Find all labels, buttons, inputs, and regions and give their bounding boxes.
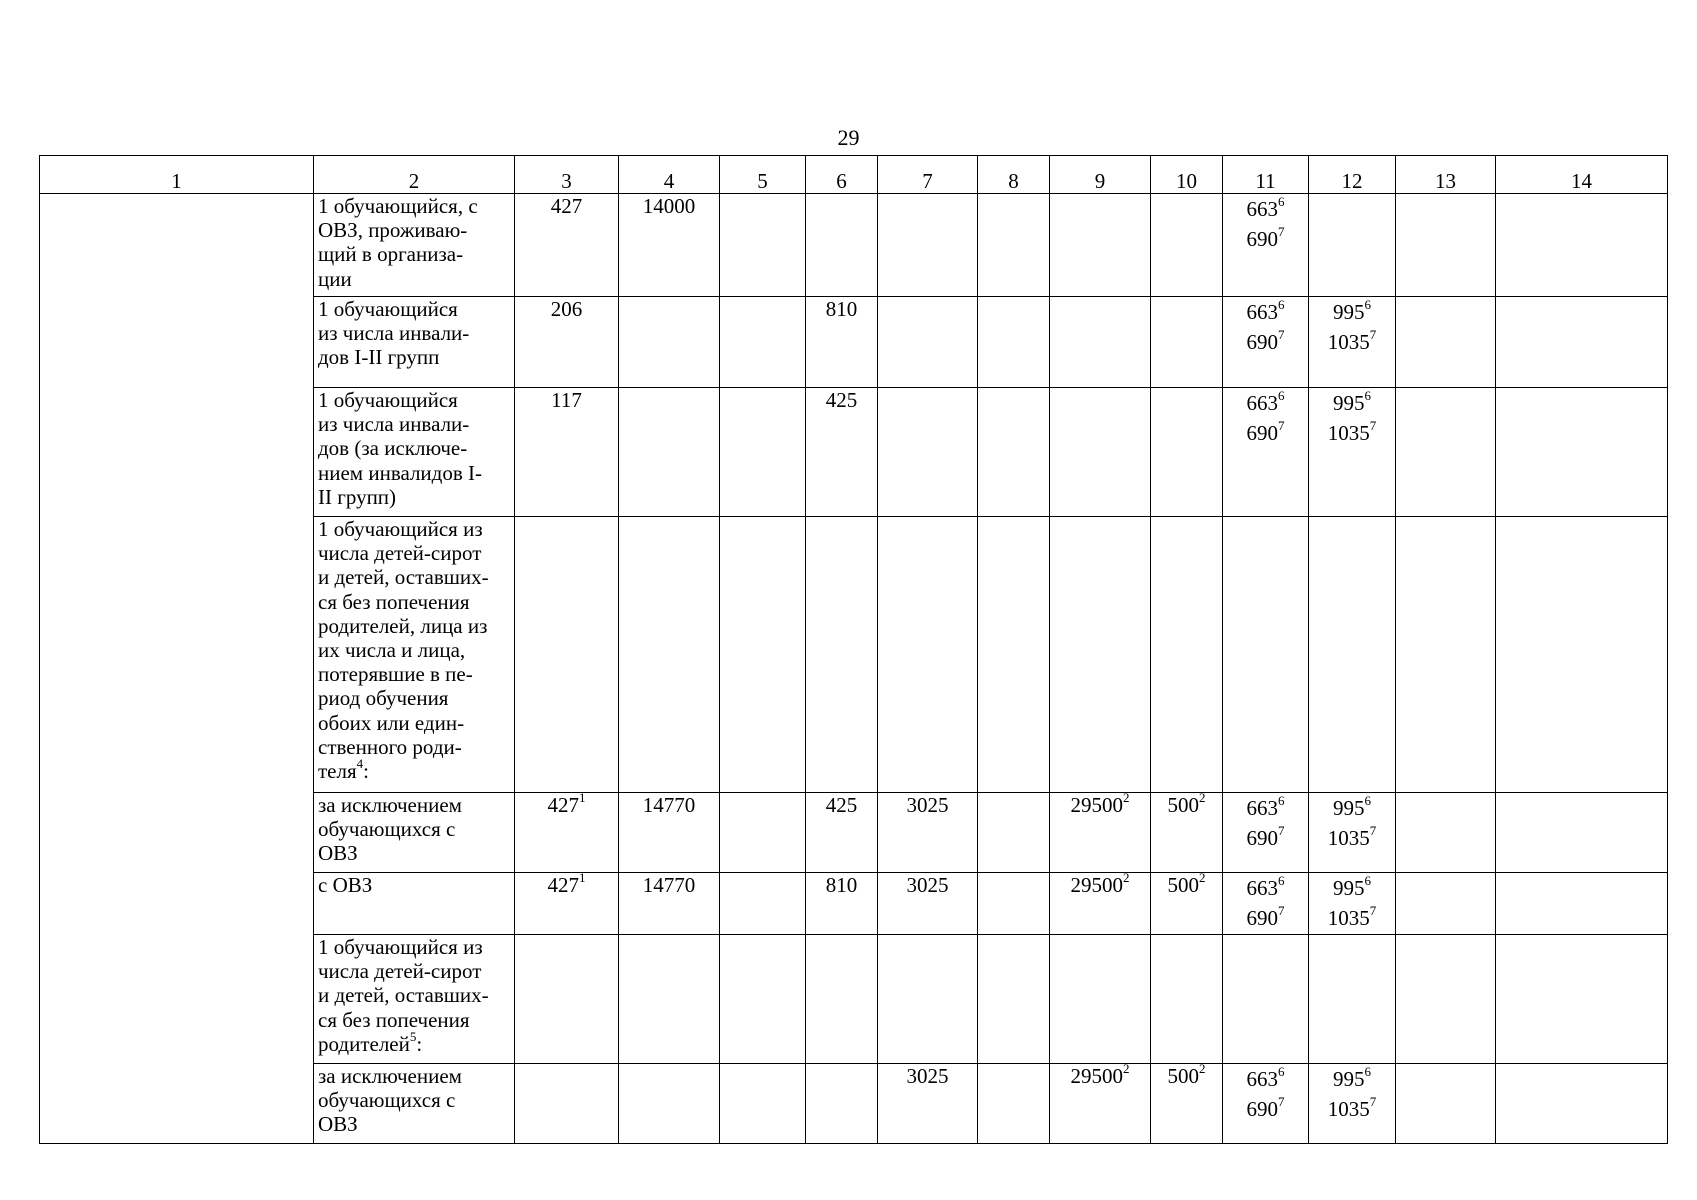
cell-col-14 xyxy=(1496,1064,1668,1144)
cell-col-8 xyxy=(978,297,1050,388)
cell-value: 3025 xyxy=(906,1064,949,1088)
row-label-line: 1 обучающийся из xyxy=(318,517,483,541)
cell-value: 690 xyxy=(1246,227,1278,251)
row-label-line: 1 обучающийся, с xyxy=(318,194,478,218)
row-label-line: обучающихся с xyxy=(318,817,456,842)
cell-col-6 xyxy=(806,1064,878,1144)
cell-value: 663 xyxy=(1246,197,1278,221)
cell-col-3 xyxy=(515,935,619,1064)
footnote-mark: 7 xyxy=(1278,327,1285,342)
row-label-line: и детей, оставших- xyxy=(318,983,489,1008)
column-number-row xyxy=(40,156,1668,194)
cell-col-11 xyxy=(1223,388,1309,517)
cell-col-3 xyxy=(515,517,619,793)
stacked-value xyxy=(1313,1064,1391,1094)
table-row xyxy=(40,194,1668,297)
cell-col-8 xyxy=(978,194,1050,297)
column-header: 11 xyxy=(1223,156,1309,194)
cell-value: 1035 xyxy=(1327,826,1370,850)
cell-col-8 xyxy=(978,1064,1050,1144)
cell-value: 3025 xyxy=(906,793,949,817)
row-label xyxy=(314,517,515,793)
column-1-cell xyxy=(40,194,314,1144)
stacked-value xyxy=(1313,388,1391,418)
cell-value: 995 xyxy=(1333,391,1365,415)
stacked-value xyxy=(1227,297,1304,327)
row-label-line: ОВЗ, проживаю- xyxy=(318,218,468,243)
cell-value: 206 xyxy=(550,297,583,321)
stacked-values xyxy=(1313,388,1391,448)
footnote-mark: 7 xyxy=(1369,418,1377,433)
row-label-line: дов I-II групп xyxy=(318,345,440,370)
row-label-line: риод обучения xyxy=(318,686,449,711)
cell-col-4 xyxy=(619,793,720,873)
column-header: 9 xyxy=(1050,156,1151,194)
footnote-mark: 6 xyxy=(1364,793,1371,808)
cell-col-5 xyxy=(720,517,806,793)
cell-value: 427 xyxy=(547,793,579,817)
stacked-values xyxy=(1227,297,1304,357)
footnote-mark: 6 xyxy=(1278,194,1285,209)
row-label xyxy=(314,1064,515,1144)
row-label-line: обучающихся с xyxy=(318,1088,456,1113)
stacked-value xyxy=(1227,418,1304,448)
row-label-line: числа детей-сирот xyxy=(318,541,482,566)
cell-col-5 xyxy=(720,793,806,873)
row-label-line: их числа и лица, xyxy=(318,638,466,663)
cell-col-8 xyxy=(978,935,1050,1064)
footnote-mark: 2 xyxy=(1123,872,1130,885)
row-label-line: щий в организа- xyxy=(318,242,464,267)
cell-col-12 xyxy=(1309,388,1396,517)
cell-col-9 xyxy=(1050,297,1151,388)
footnote-mark: 7 xyxy=(1278,224,1285,239)
cell-col-6 xyxy=(806,388,878,517)
cell-col-10 xyxy=(1151,793,1223,873)
cell-col-8 xyxy=(978,873,1050,935)
cell-col-12 xyxy=(1309,873,1396,935)
cell-col-4 xyxy=(619,517,720,793)
cell-value: 690 xyxy=(1246,421,1278,445)
row-label-line: числа детей-сирот xyxy=(318,959,482,984)
stacked-value xyxy=(1227,327,1304,357)
cell-value: 1035 xyxy=(1327,330,1370,354)
row-label-line: потерявшие в пе- xyxy=(318,662,473,687)
cell-col-4 xyxy=(619,873,720,935)
cell-col-10 xyxy=(1151,873,1223,935)
cell-col-6 xyxy=(806,194,878,297)
footnote-mark: 2 xyxy=(1123,792,1130,805)
row-label xyxy=(314,873,515,935)
cell-value: 810 xyxy=(825,873,858,897)
cell-col-5 xyxy=(720,1064,806,1144)
cell-col-13 xyxy=(1396,935,1496,1064)
cell-value: 29500 xyxy=(1070,1064,1123,1088)
cell-col-3 xyxy=(515,297,619,388)
cell-col-6 xyxy=(806,935,878,1064)
cell-col-14 xyxy=(1496,194,1668,297)
cell-col-10 xyxy=(1151,388,1223,517)
stacked-value xyxy=(1313,297,1391,327)
table-body xyxy=(40,194,1668,1144)
column-header: 4 xyxy=(619,156,720,194)
cell-value: 14770 xyxy=(642,873,696,897)
cell-col-12 xyxy=(1309,935,1396,1064)
cell-col-11 xyxy=(1223,194,1309,297)
row-label-line: 1 обучающийся xyxy=(318,388,458,412)
cell-value: 663 xyxy=(1246,300,1278,324)
cell-value: 995 xyxy=(1333,1067,1365,1091)
stacked-values xyxy=(1227,388,1304,448)
stacked-value xyxy=(1313,903,1391,933)
column-header: 8 xyxy=(978,156,1050,194)
cell-value: 690 xyxy=(1246,330,1278,354)
footnote-mark: 6 xyxy=(1364,388,1371,403)
row-label-line: обоих или един- xyxy=(318,710,465,735)
stacked-value xyxy=(1227,194,1304,224)
cell-value: 117 xyxy=(551,388,582,412)
footnote-mark: 2 xyxy=(1199,1063,1206,1076)
cell-col-11 xyxy=(1223,297,1309,388)
cell-value: 690 xyxy=(1246,906,1278,930)
page-number: 29 xyxy=(837,125,860,150)
cell-col-6 xyxy=(806,873,878,935)
cell-col-3 xyxy=(515,1064,619,1144)
cell-col-13 xyxy=(1396,517,1496,793)
row-label-line: ОВЗ xyxy=(318,1112,358,1137)
footnote-mark: 2 xyxy=(1199,872,1206,885)
cell-value: 1035 xyxy=(1327,906,1370,930)
cell-col-13 xyxy=(1396,793,1496,873)
cell-col-12 xyxy=(1309,194,1396,297)
cell-value: 1035 xyxy=(1327,421,1370,445)
cell-col-10 xyxy=(1151,935,1223,1064)
cell-col-13 xyxy=(1396,297,1496,388)
cell-col-9 xyxy=(1050,793,1151,873)
cell-col-7 xyxy=(878,194,978,297)
cell-col-5 xyxy=(720,297,806,388)
cell-col-10 xyxy=(1151,194,1223,297)
cell-value: 995 xyxy=(1333,300,1365,324)
cell-value: 427 xyxy=(550,194,583,218)
footnote-mark: 7 xyxy=(1278,418,1285,433)
cell-value: 810 xyxy=(825,297,858,321)
cell-col-6 xyxy=(806,517,878,793)
stacked-values xyxy=(1313,297,1391,357)
stacked-value xyxy=(1313,793,1391,823)
row-label-line: ОВЗ xyxy=(318,841,358,866)
row-label xyxy=(314,194,515,297)
cell-col-3 xyxy=(515,793,619,873)
cell-col-4 xyxy=(619,1064,720,1144)
stacked-values xyxy=(1227,1064,1304,1124)
row-label-line: 1 обучающийся xyxy=(318,297,458,321)
cell-col-7 xyxy=(878,1064,978,1144)
cell-col-10 xyxy=(1151,1064,1223,1144)
cell-col-3 xyxy=(515,873,619,935)
cell-col-14 xyxy=(1496,793,1668,873)
row-label-line: родителей$^5$: xyxy=(318,1028,423,1056)
cell-col-11 xyxy=(1223,873,1309,935)
stacked-value xyxy=(1313,418,1391,448)
stacked-value xyxy=(1313,1094,1391,1124)
cell-col-7 xyxy=(878,935,978,1064)
cell-value: 663 xyxy=(1246,1067,1278,1091)
footnote-mark: 7 xyxy=(1369,327,1377,342)
cell-value: 14770 xyxy=(642,793,696,817)
cell-col-9 xyxy=(1050,194,1151,297)
footnote-mark: 4 xyxy=(356,756,364,772)
cell-col-5 xyxy=(720,935,806,1064)
column-header: 14 xyxy=(1496,156,1668,194)
cell-col-11 xyxy=(1223,793,1309,873)
cell-col-3 xyxy=(515,388,619,517)
footnote-mark: 7 xyxy=(1278,903,1285,918)
cell-col-7 xyxy=(878,388,978,517)
cell-value: 663 xyxy=(1246,876,1278,900)
cell-col-11 xyxy=(1223,1064,1309,1144)
row-label-line: за исключением xyxy=(318,1064,462,1088)
stacked-value xyxy=(1313,823,1391,853)
cell-col-14 xyxy=(1496,935,1668,1064)
footnote-mark: 1 xyxy=(579,872,586,885)
cell-value: 29500 xyxy=(1070,873,1123,897)
cell-col-5 xyxy=(720,388,806,517)
cell-col-14 xyxy=(1496,388,1668,517)
cell-col-13 xyxy=(1396,1064,1496,1144)
cell-col-10 xyxy=(1151,517,1223,793)
row-label xyxy=(314,793,515,873)
row-label-line: ся без попечения xyxy=(318,589,470,614)
stacked-value xyxy=(1313,327,1391,357)
cell-col-8 xyxy=(978,388,1050,517)
cell-col-14 xyxy=(1496,517,1668,793)
cell-value: 690 xyxy=(1246,1097,1278,1121)
footnote-mark: 6 xyxy=(1278,793,1285,808)
cell-col-7 xyxy=(878,793,978,873)
cell-col-12 xyxy=(1309,1064,1396,1144)
row-label-line: дов (за исключе- xyxy=(318,436,468,461)
row-label-line: теля$^4$: xyxy=(318,756,369,784)
row-label-line: за исключением xyxy=(318,793,462,817)
cell-value: 663 xyxy=(1246,391,1278,415)
row-label-line: из числа инвали- xyxy=(318,412,470,437)
cell-col-4 xyxy=(619,935,720,1064)
cell-value: 14000 xyxy=(642,194,696,218)
row-label-line: 1 обучающийся из xyxy=(318,935,483,959)
cell-col-7 xyxy=(878,873,978,935)
stacked-value xyxy=(1227,823,1304,853)
footnote-mark: 7 xyxy=(1369,903,1377,918)
footnote-mark: 1 xyxy=(579,792,586,805)
column-header: 12 xyxy=(1309,156,1396,194)
footnote-mark: 7 xyxy=(1278,1094,1285,1109)
cell-col-12 xyxy=(1309,793,1396,873)
row-label-line: II групп) xyxy=(318,484,397,509)
row-label-line: родителей, лица из xyxy=(318,613,488,638)
column-header: 13 xyxy=(1396,156,1496,194)
cell-col-5 xyxy=(720,873,806,935)
cell-col-8 xyxy=(978,517,1050,793)
footnote-mark: 7 xyxy=(1278,823,1285,838)
cell-value: 425 xyxy=(825,793,858,817)
footnote-mark: 7 xyxy=(1369,1094,1377,1109)
stacked-value xyxy=(1227,903,1304,933)
cell-col-12 xyxy=(1309,297,1396,388)
row-label-line: с ОВЗ xyxy=(318,873,373,897)
cell-col-4 xyxy=(619,194,720,297)
footnote-mark: 6 xyxy=(1364,297,1371,312)
footnote-mark: 2 xyxy=(1199,792,1206,805)
cell-value: 29500 xyxy=(1070,793,1123,817)
stacked-value xyxy=(1227,224,1304,254)
cell-col-14 xyxy=(1496,873,1668,935)
cell-col-9 xyxy=(1050,388,1151,517)
cell-value: 500 xyxy=(1167,1064,1199,1088)
cell-col-7 xyxy=(878,297,978,388)
row-label-line: ся без попечения xyxy=(318,1007,470,1032)
row-label-line: из числа инвали- xyxy=(318,321,470,346)
footnote-mark: 6 xyxy=(1364,873,1371,888)
cell-value: 1035 xyxy=(1327,1097,1370,1121)
cell-col-12 xyxy=(1309,517,1396,793)
tariff-table xyxy=(39,155,1668,1144)
cell-col-3 xyxy=(515,194,619,297)
column-header: 5 xyxy=(720,156,806,194)
cell-value: 500 xyxy=(1167,793,1199,817)
cell-col-11 xyxy=(1223,935,1309,1064)
cell-value: 427 xyxy=(547,873,579,897)
row-label-line: и детей, оставших- xyxy=(318,565,489,590)
footnote-mark: 6 xyxy=(1278,873,1285,888)
stacked-value xyxy=(1227,1094,1304,1124)
cell-value: 995 xyxy=(1333,876,1365,900)
cell-col-11 xyxy=(1223,517,1309,793)
cell-value: 995 xyxy=(1333,796,1365,820)
cell-col-9 xyxy=(1050,873,1151,935)
column-header: 10 xyxy=(1151,156,1223,194)
cell-col-8 xyxy=(978,793,1050,873)
row-label-line: ции xyxy=(318,266,352,291)
row-label-line: ственного роди- xyxy=(318,734,462,759)
row-label xyxy=(314,388,515,517)
cell-col-6 xyxy=(806,793,878,873)
cell-col-13 xyxy=(1396,388,1496,517)
cell-col-13 xyxy=(1396,873,1496,935)
cell-col-9 xyxy=(1050,935,1151,1064)
row-label xyxy=(314,935,515,1064)
column-header: 7 xyxy=(878,156,978,194)
cell-col-14 xyxy=(1496,297,1668,388)
cell-col-9 xyxy=(1050,1064,1151,1144)
column-header: 3 xyxy=(515,156,619,194)
column-header: 2 xyxy=(314,156,515,194)
cell-col-7 xyxy=(878,517,978,793)
row-label-line: нием инвалидов I- xyxy=(318,460,483,485)
stacked-values xyxy=(1313,793,1391,853)
cell-col-9 xyxy=(1050,517,1151,793)
footnote-mark: 6 xyxy=(1278,297,1285,312)
footnote-mark: 2 xyxy=(1123,1063,1130,1076)
cell-col-13 xyxy=(1396,194,1496,297)
footnote-mark: 7 xyxy=(1369,823,1377,838)
row-label xyxy=(314,297,515,388)
stacked-values xyxy=(1227,873,1304,933)
cell-col-4 xyxy=(619,297,720,388)
stacked-value xyxy=(1227,793,1304,823)
cell-value: 3025 xyxy=(906,873,949,897)
footnote-mark: 6 xyxy=(1278,388,1285,403)
stacked-value xyxy=(1313,873,1391,903)
cell-value: 500 xyxy=(1167,873,1199,897)
stacked-values xyxy=(1313,873,1391,933)
footnote-mark: 6 xyxy=(1278,1064,1285,1079)
cell-value: 663 xyxy=(1246,796,1278,820)
column-header: 6 xyxy=(806,156,878,194)
cell-col-10 xyxy=(1151,297,1223,388)
stacked-values xyxy=(1313,1064,1391,1124)
stacked-values xyxy=(1227,194,1304,254)
footnote-mark: 6 xyxy=(1364,1064,1371,1079)
stacked-value xyxy=(1227,1064,1304,1094)
cell-col-5 xyxy=(720,194,806,297)
stacked-value xyxy=(1227,388,1304,418)
stacked-value xyxy=(1227,873,1304,903)
stacked-values xyxy=(1227,793,1304,853)
column-header: 1 xyxy=(40,156,314,194)
cell-value: 690 xyxy=(1246,826,1278,850)
cell-value: 425 xyxy=(825,388,858,412)
footnote-mark: 5 xyxy=(409,1028,417,1044)
cell-col-4 xyxy=(619,388,720,517)
cell-col-6 xyxy=(806,297,878,388)
